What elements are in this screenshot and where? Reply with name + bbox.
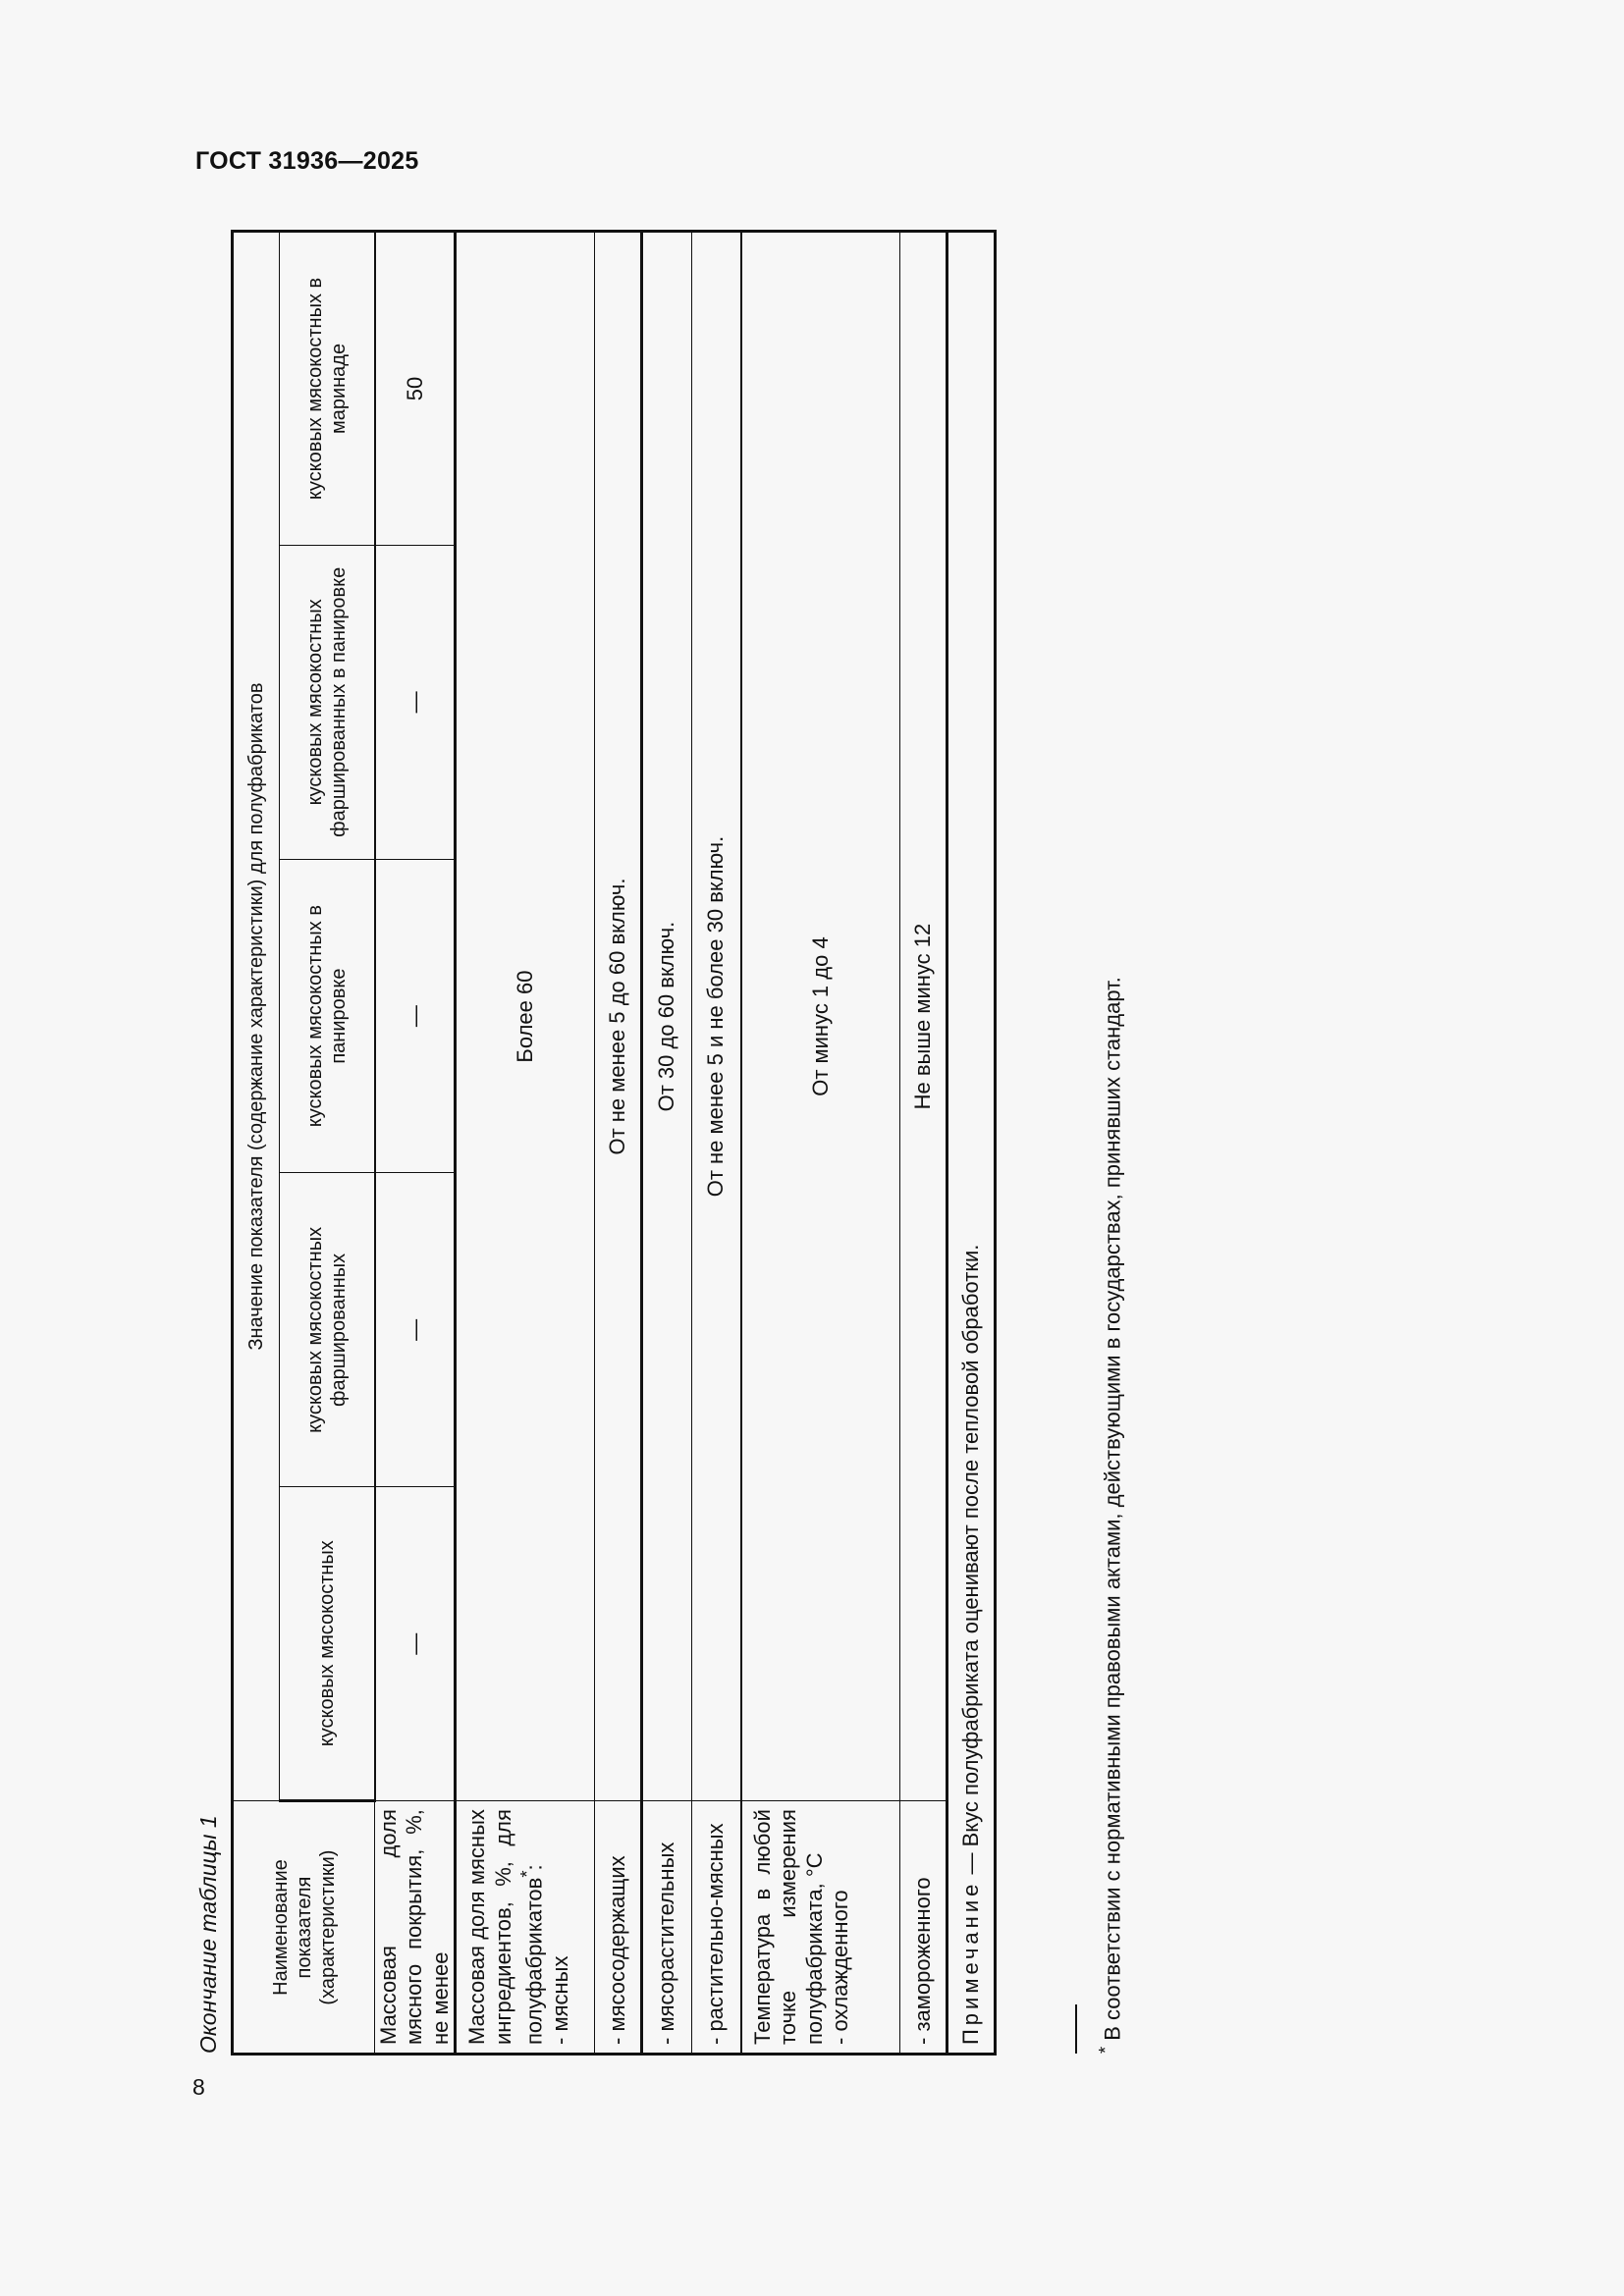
row-subname: - мясных: [547, 1955, 572, 2045]
cell-value: Не выше минус 12: [899, 232, 947, 1801]
cell-value: —: [375, 1173, 456, 1487]
row-name: - замороженного: [899, 1801, 947, 2055]
cell-value: —: [375, 859, 456, 1173]
row-name: [741, 1801, 900, 2055]
header-group-cell: Значение показателя (содержание характеристики) для полуфабрикатов: [233, 232, 280, 1801]
cell-value: От не менее 5 и не более 30 включ.: [691, 232, 741, 1801]
cell-value: От 30 до 60 включ.: [642, 232, 692, 1801]
column-header-4: кусковых мясокостных фаршированных в панировке: [280, 545, 375, 859]
row-name: Массовая доля мясного покрытия, %, не менее: [375, 1801, 456, 2055]
row-name: [456, 1801, 594, 2055]
table-row-chilled: [741, 232, 900, 2055]
row-name-text: Массовая доля мясных ингредиентов, %, для полуфабрикатов: [464, 1809, 547, 2045]
page-number: 8: [192, 2074, 205, 2100]
header-name-cell: Наименование показателя (характеристики): [233, 1801, 375, 2055]
table-row-vegetable-meat: [691, 232, 741, 2055]
table-row-meat: [456, 232, 594, 2055]
row-subname: - охлажденного: [828, 1890, 853, 2045]
cell-value: От не менее 5 до 60 включ.: [594, 232, 641, 1801]
table-row-note: [947, 232, 996, 2055]
note-label: Примечание: [958, 1880, 984, 2045]
table-row-coating: [375, 232, 456, 2055]
column-header-1: кусковых мясокостных: [280, 1487, 375, 1801]
table-row-frozen: [899, 232, 947, 2055]
footnote-rule: [1075, 2004, 1077, 2054]
properties-table: [231, 230, 997, 2056]
row-name: - мясорастительных: [642, 1801, 692, 2055]
column-header-5: кусковых мясокостных в маринаде: [280, 232, 375, 546]
table-caption: Окончание таблицы 1: [195, 1815, 221, 2054]
cell-value: —: [375, 1487, 456, 1801]
row-name: - мясосодержащих: [594, 1801, 641, 2055]
rotated-table-page: [182, 265, 1213, 2091]
footnote-mark: *: [1095, 2046, 1115, 2054]
footnote-text: В соответствии с нормативными правовыми актами, действующими в государствах, принявших стандарт.: [1100, 977, 1125, 2041]
header-row-columns: [280, 232, 375, 2055]
row-name-text: Температура в любой точке измерения полуфабриката, °С: [749, 1809, 827, 2045]
row-name: - растительно-мясных: [691, 1801, 741, 2055]
header-row-group: [233, 232, 280, 2055]
footnote: [1095, 977, 1126, 2054]
cell-value: От минус 1 до 4: [741, 232, 900, 1801]
row-name-colon: :: [521, 1864, 547, 1871]
note-text: — Вкус полуфабриката оценивают после тепловой обработки.: [958, 1244, 984, 1881]
table-note: [947, 232, 996, 2055]
cell-value: —: [375, 545, 456, 859]
column-header-2: кусковых мясокостных фаршированных: [280, 1173, 375, 1487]
table-row-meat-vegetable: [642, 232, 692, 2055]
table-row-meat-containing: [594, 232, 641, 2055]
cell-value: Более 60: [456, 232, 594, 1801]
footnote-mark: *: [516, 1870, 538, 1878]
standard-designation: ГОСТ 31936—2025: [195, 147, 419, 175]
cell-value: 50: [375, 232, 456, 546]
column-header-3: кусковых мясокостных в панировке: [280, 859, 375, 1173]
